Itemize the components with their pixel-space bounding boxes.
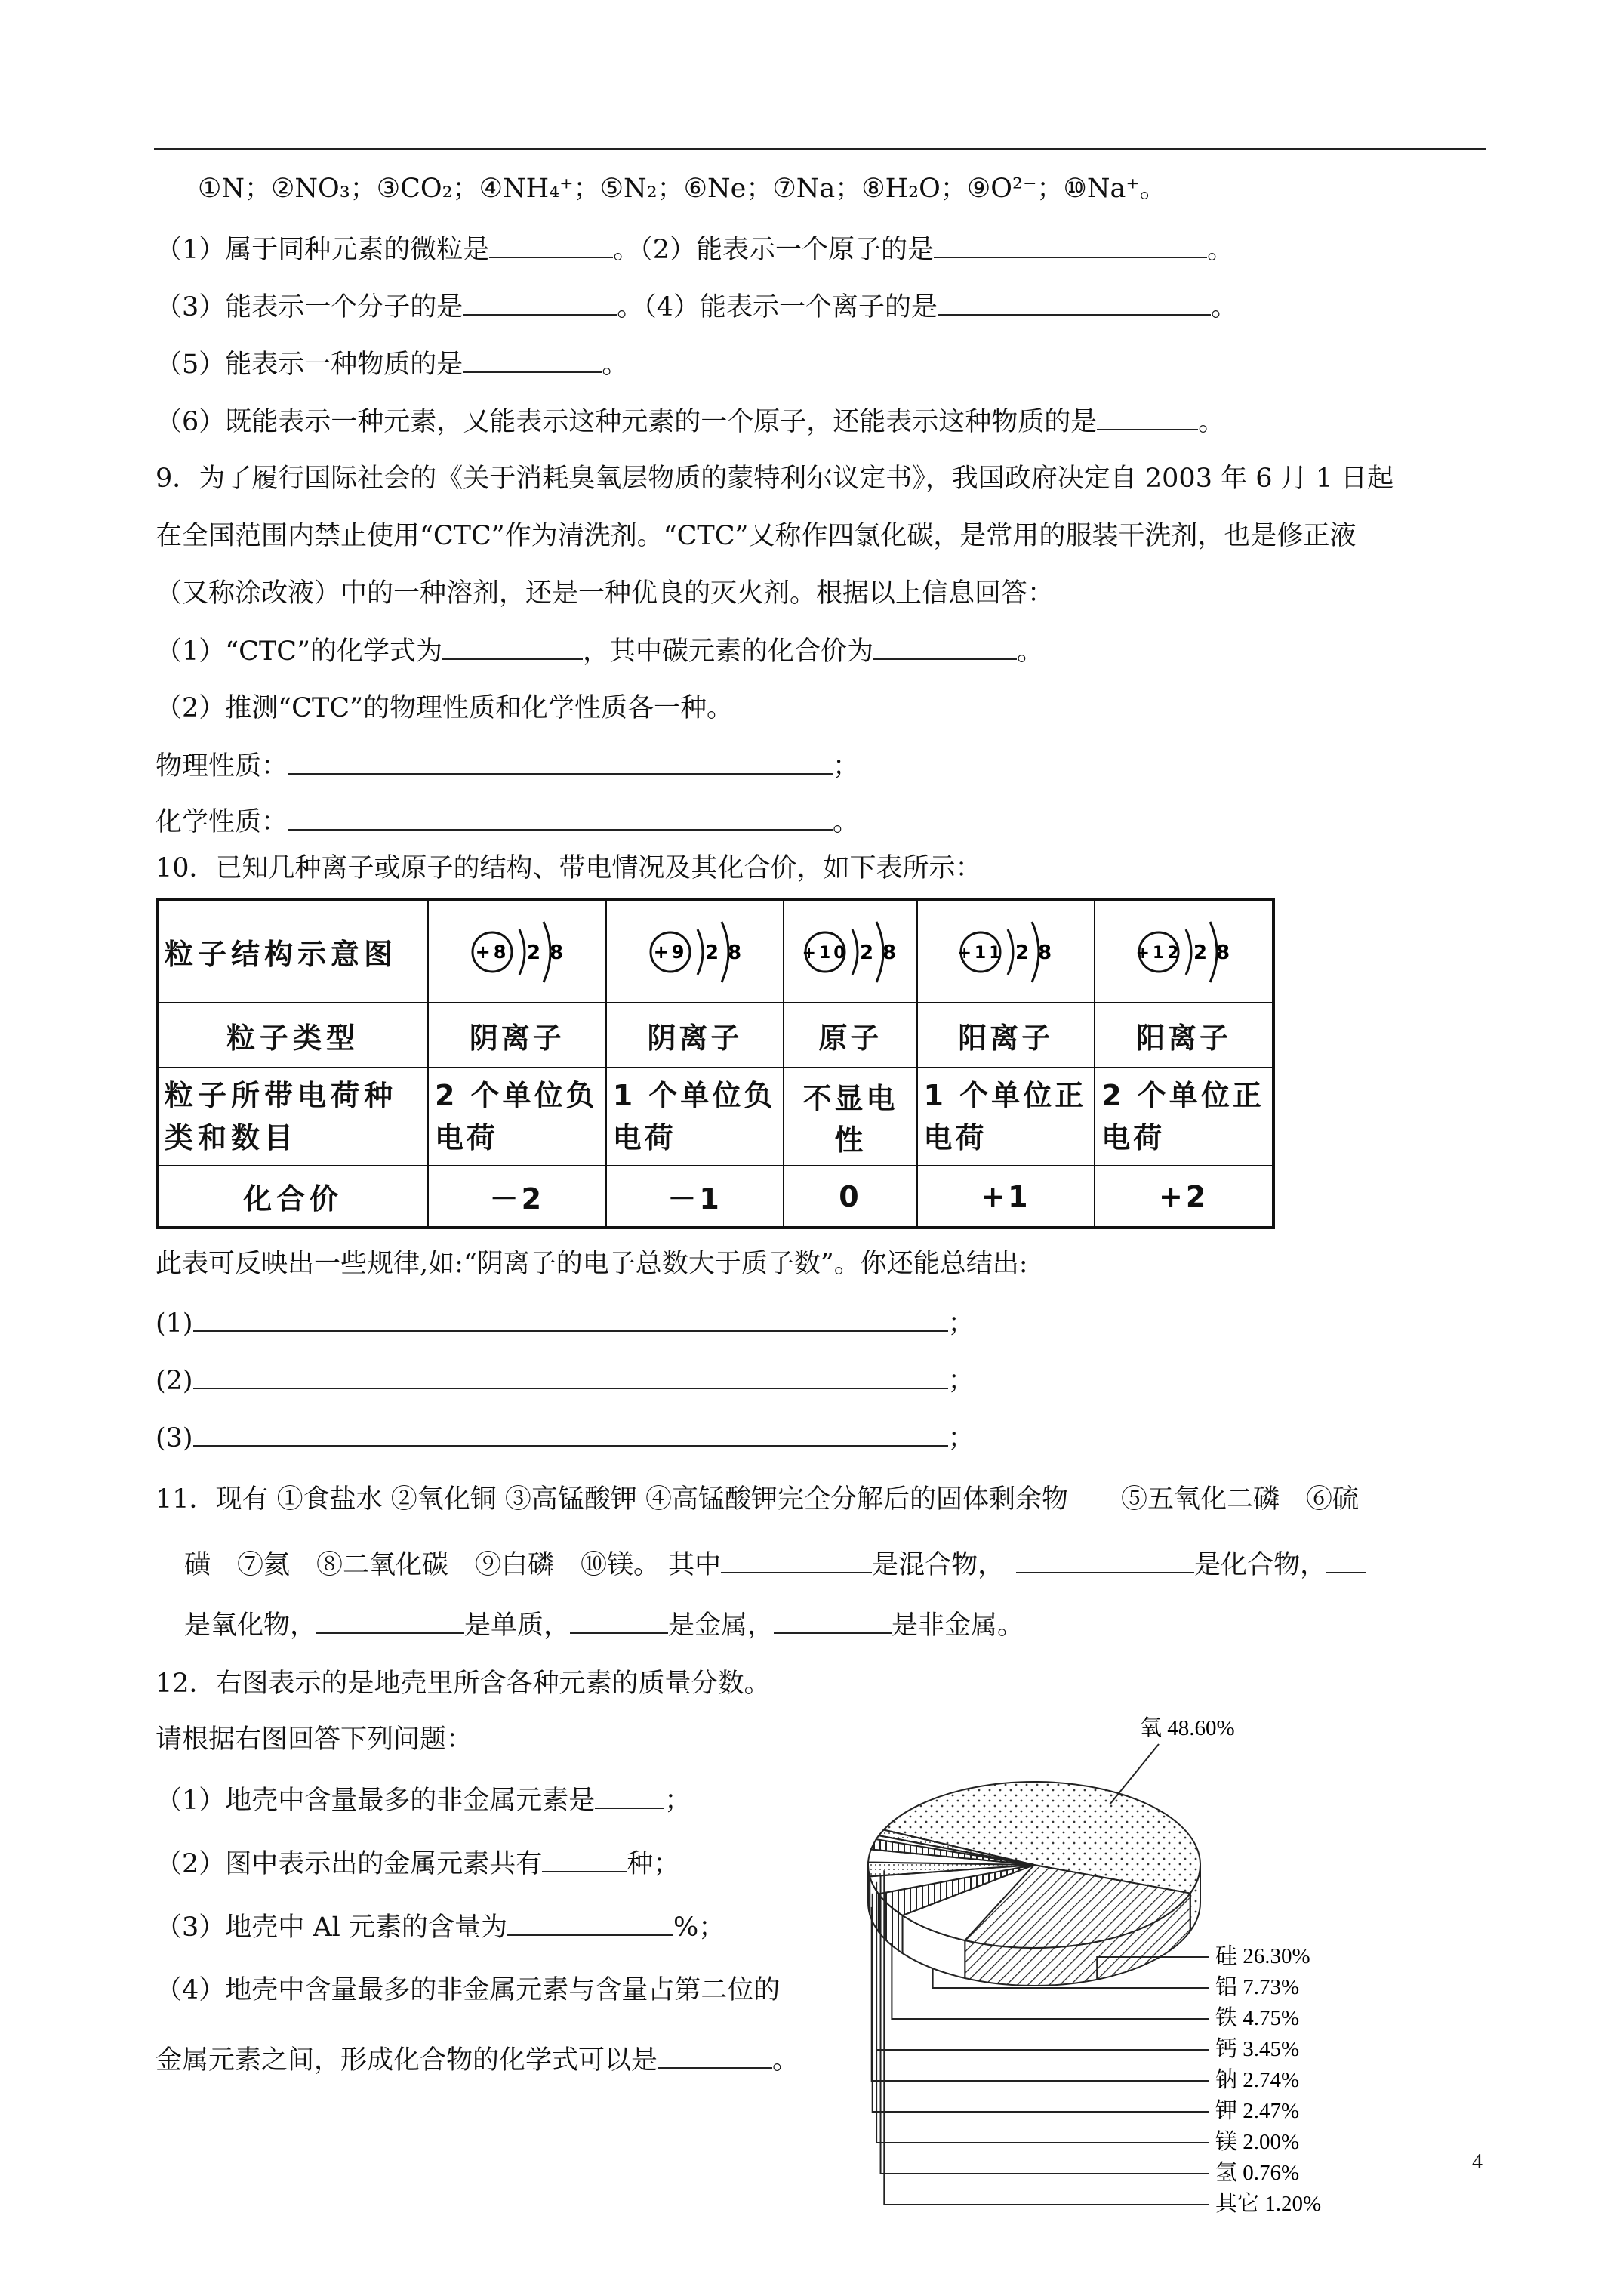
pie-label-0: 氧 48.60% [1140, 1716, 1235, 1740]
answer-blank[interactable] [934, 233, 1207, 258]
q12-question-1: （1）地壳中含量最多的非金属元素是 ； [156, 1783, 691, 1817]
charge-cell: 1 个单位正电荷 [917, 1068, 1095, 1166]
structure-cell [606, 900, 784, 1003]
nucleus-label: +10 [802, 943, 848, 963]
row-header: 粒子所带电荷种类和数目 [157, 1068, 428, 1166]
q10-intro: 10．已知几种离子或原子的结构、带电情况及其化合价，如下表所示： [156, 853, 982, 883]
page-number: 4 [1472, 2150, 1483, 2174]
structure-cell [917, 900, 1095, 1003]
q8-symbols: ①N；②NO₃；③CO₂；④NH₄⁺；⑤N₂；⑥Ne；⑦Na；⑧H₂O；⑨O²⁻；⑩Na⁺。 [198, 174, 1166, 204]
answer-blank[interactable] [193, 1364, 948, 1389]
q8-line-3: （3）能表示一个分子的是 。（4）能表示一个离子的是 。 [156, 290, 1237, 324]
nucleus-label: +11 [957, 943, 1004, 963]
svg-text:2: 2 [1015, 941, 1033, 964]
answer-blank[interactable] [489, 233, 613, 258]
answer-blank[interactable] [193, 1306, 948, 1332]
svg-text:8: 8 [727, 941, 744, 964]
q8-line-1: （1）属于同种元素的微粒是 。（2）能表示一个原子的是 。 [156, 233, 1233, 267]
valence-cell: +1 [917, 1166, 1095, 1228]
pie-svg [861, 1714, 1434, 2227]
type-cell: 原子 [784, 1003, 916, 1068]
pie-label-6: 钾 2.47% [1215, 2099, 1300, 2123]
valence-cell: 0 [784, 1166, 916, 1228]
atom-structure-diagram [460, 911, 574, 994]
valence-cell: －2 [428, 1166, 606, 1228]
answer-blank[interactable] [938, 290, 1211, 316]
answer-blank[interactable] [1016, 1548, 1194, 1573]
answer-blank[interactable] [288, 749, 833, 775]
q9-line-1: 9．为了履行国际社会的《关于消耗臭氧层物质的蒙特利尔议定书》，我国政府决定自 2003 年 6 月 1 日起 [156, 464, 1394, 494]
answer-blank[interactable] [1326, 1548, 1366, 1573]
q9-line-5: （2）推测“CTC”的物理性质和化学性质各一种。 [156, 693, 733, 723]
q10-answer-1: (1) ； [156, 1306, 975, 1340]
row-header: 化合价 [157, 1166, 428, 1228]
answer-blank[interactable] [595, 1783, 664, 1809]
table-row [157, 1003, 1273, 1068]
pie-label-1: 硅 26.30% [1215, 1944, 1310, 1968]
atom-structure-diagram [639, 911, 752, 994]
q11-line-1: 11．现有 ①食盐水 ②氧化铜 ③高锰酸钾 ④高锰酸钾完全分解后的固体剩余物 ⑤五氧化二磷 ⑥硫 [156, 1484, 1360, 1515]
structure-cell [428, 900, 606, 1003]
structure-cell [1095, 900, 1273, 1003]
svg-text:8: 8 [1038, 941, 1055, 964]
svg-text:8: 8 [549, 941, 566, 964]
answer-blank[interactable] [507, 1910, 673, 1936]
answer-blank[interactable] [463, 347, 602, 373]
row-header: 粒子类型 [157, 1003, 428, 1068]
nucleus-label: +12 [1135, 943, 1182, 963]
charge-cell: 2 个单位负电荷 [428, 1068, 606, 1166]
ion-table [156, 898, 1275, 1229]
answer-blank[interactable] [463, 290, 617, 316]
charge-cell: 1 个单位负电荷 [606, 1068, 784, 1166]
answer-blank[interactable] [774, 1608, 892, 1634]
answer-blank[interactable] [570, 1608, 668, 1634]
pie-label-3: 铁 4.75% [1215, 2006, 1300, 2030]
q8-line-6: （6）既能表示一种元素，又能表示这种元素的一个原子，还能表示这种物质的是 。 [156, 405, 1224, 439]
charge-cell: 不显电性 [784, 1068, 916, 1166]
answer-blank[interactable] [442, 634, 583, 660]
pie-label-5: 钠 2.74% [1215, 2068, 1300, 2092]
q12-line-1: 12．右图表示的是地壳里所含各种元素的质量分数。 [156, 1669, 771, 1699]
atom-structure-diagram [1127, 911, 1240, 994]
q12-line-2: 请根据右图回答下列问题： [156, 1724, 473, 1755]
table-row [157, 1068, 1273, 1166]
q12-question-2: （2）图中表示出的金属元素共有 种； [156, 1847, 679, 1881]
q11-line-2: 磺 ⑦氦 ⑧二氧化碳 ⑨白磷 ⑩镁。 其中 是混合物， 是化合物， [184, 1548, 1366, 1582]
answer-blank[interactable] [316, 1608, 464, 1634]
q12-question-4: （4）地壳中含量最多的非金属元素与含量占第二位的 [156, 1975, 781, 2005]
q9-line-4: （1）“CTC”的化学式为 ，其中碳元素的化合价为 。 [156, 634, 1043, 668]
header-rule [154, 148, 1486, 150]
valence-cell: +2 [1095, 1166, 1273, 1228]
table-row [157, 900, 1273, 1003]
svg-text:2: 2 [704, 941, 722, 964]
table-row [157, 1166, 1273, 1228]
q12-question-5: 金属元素之间，形成化合物的化学式可以是 。 [156, 2043, 799, 2077]
answer-blank[interactable] [873, 634, 1017, 660]
svg-text:8: 8 [882, 941, 900, 964]
type-cell: 阴离子 [428, 1003, 606, 1068]
charge-cell: 2 个单位正电荷 [1095, 1068, 1273, 1166]
nucleus-label: +9 [653, 941, 687, 963]
pie-label-8: 氢 0.76% [1215, 2161, 1300, 2185]
q9-line-3: （又称涂改液）中的一种溶剂，还是一种优良的灭火剂。根据以上信息回答： [156, 578, 1055, 609]
q8-line-5: （5）能表示一种物质的是 。 [156, 347, 628, 381]
svg-text:2: 2 [860, 941, 877, 964]
pie-label-9: 其它 1.20% [1215, 2192, 1322, 2216]
structure-cell [784, 900, 916, 1003]
row-header: 粒子结构示意图 [157, 900, 428, 1003]
q9-line-2: 在全国范围内禁止使用“CTC”作为清洗剂。“CTC”又称作四氯化碳，是常用的服装干洗剂，也是修正液 [156, 521, 1357, 551]
answer-blank[interactable] [721, 1548, 872, 1573]
q9-physical: 物理性质： ； [156, 749, 859, 783]
atom-structure-diagram [949, 911, 1062, 994]
q10-answer-3: (3) ； [156, 1421, 975, 1455]
crust-elements-pie-chart [861, 1714, 1434, 2227]
nucleus-label: +8 [475, 941, 510, 963]
answer-blank[interactable] [658, 2043, 772, 2069]
svg-text:8: 8 [1216, 941, 1233, 964]
q10-summary: 此表可反映出一些规律,如:“阴离子的电子总数大于质子数”。你还能总结出: [156, 1249, 1028, 1279]
atom-structure-diagram [793, 911, 907, 994]
pie-label-4: 钙 3.45% [1215, 2037, 1300, 2061]
svg-text:2: 2 [526, 941, 544, 964]
answer-blank[interactable] [193, 1421, 948, 1447]
svg-text:2: 2 [1193, 941, 1211, 964]
q9-chemical: 化学性质： 。 [156, 805, 859, 839]
answer-blank[interactable] [288, 805, 833, 831]
q10-answer-2: (2) ； [156, 1364, 975, 1398]
type-cell: 阳离子 [1095, 1003, 1273, 1068]
answer-blank[interactable] [1097, 405, 1198, 430]
pie-label-7: 镁 2.00% [1215, 2130, 1300, 2154]
pie-label-2: 铝 7.73% [1215, 1975, 1300, 1999]
answer-blank[interactable] [542, 1847, 627, 1872]
valence-cell: －1 [606, 1166, 784, 1228]
q11-line-3: 是氧化物， 是单质， 是金属， 是非金属。 [184, 1608, 1024, 1642]
q12-question-3: （3）地壳中 Al 元素的含量为 %； [156, 1910, 725, 1944]
type-cell: 阴离子 [606, 1003, 784, 1068]
type-cell: 阳离子 [917, 1003, 1095, 1068]
